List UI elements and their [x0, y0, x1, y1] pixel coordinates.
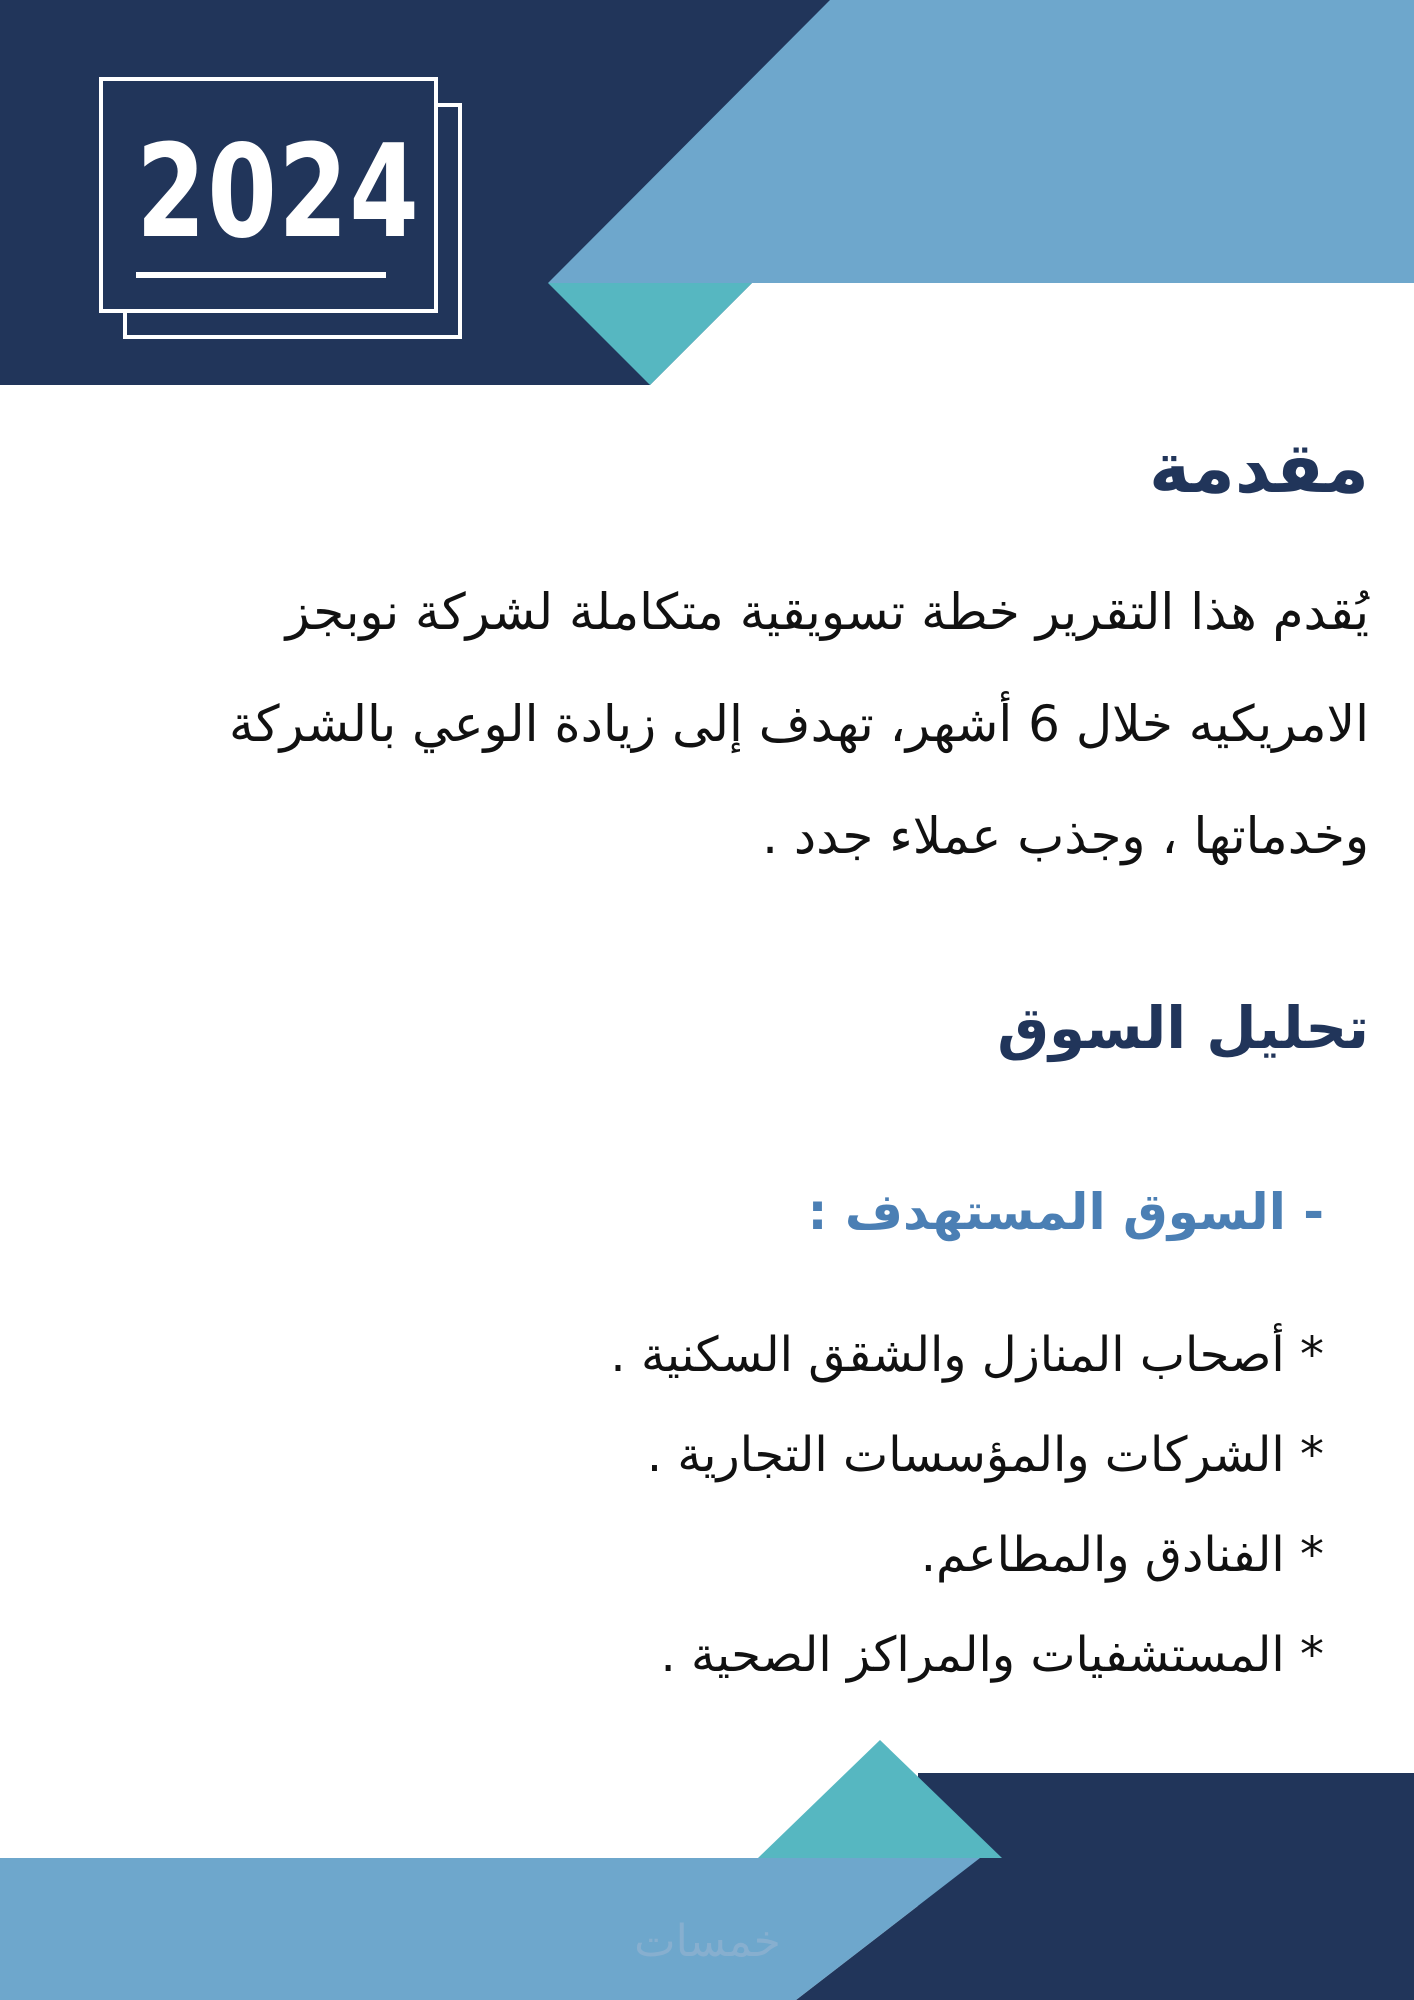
market-analysis-heading: تحليل السوق [997, 994, 1369, 1062]
intro-paragraph: يُقدم هذا التقرير خطة تسويقية متكاملة لشركة نوبجز الامريكيه خلال 6 أشهر، تهدف إلى زيادة الوعي بالشركة وخدماتها ، وجذب عملاء جدد . [228, 583, 1369, 865]
watermark-logo: خمسات [634, 1916, 781, 1967]
list-item: * الشركات والمؤسسات التجارية . [646, 1427, 1324, 1483]
list-item: * الفنادق والمطاعم. [920, 1527, 1324, 1583]
list-item: * أصحاب المنازل والشقق السكنية . [610, 1327, 1324, 1383]
intro-heading: مقدمة [1149, 427, 1369, 509]
year-label: 2024 [136, 118, 421, 267]
list-item: * المستشفيات والمراكز الصحية . [660, 1627, 1324, 1683]
target-market-subheading: - السوق المستهدف : [807, 1183, 1324, 1241]
target-market-list [610, 1305, 1324, 1705]
year-underline [136, 272, 386, 278]
header-white-cut [650, 283, 1414, 385]
